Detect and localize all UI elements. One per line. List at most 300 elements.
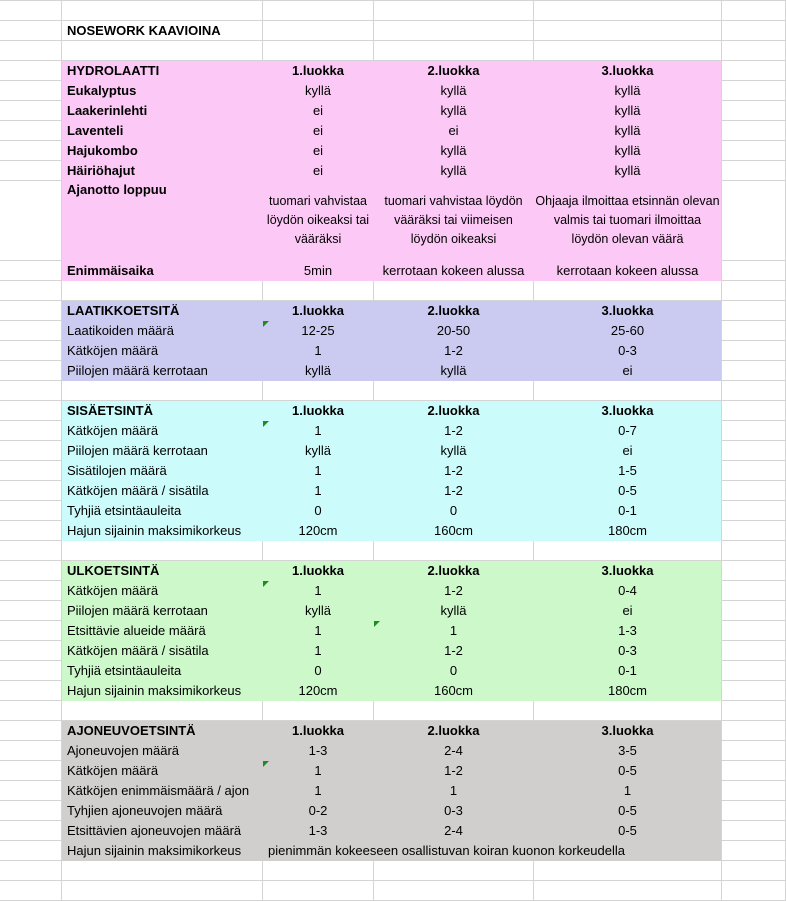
grid-cell[interactable]	[0, 541, 62, 561]
grid-cell[interactable]	[263, 541, 374, 561]
sheet-row	[0, 161, 786, 181]
value-cell[interactable]	[263, 821, 374, 841]
row-label-cell[interactable]	[62, 441, 263, 461]
row-label: Hajukombo	[67, 143, 138, 158]
grid-cell[interactable]	[0, 381, 62, 401]
row-label: Hajun sijainin maksimikorkeus	[67, 523, 242, 538]
value-cell[interactable]	[374, 741, 534, 761]
cell-value: ei	[622, 443, 633, 458]
class-header-cell[interactable]	[534, 721, 722, 741]
cell-value: 1-3	[308, 823, 328, 838]
value-cell[interactable]	[534, 481, 722, 501]
grid-cell[interactable]	[722, 101, 786, 121]
value-cell[interactable]	[374, 761, 534, 781]
cell-value: kyllä	[304, 83, 331, 98]
grid-cell[interactable]	[62, 281, 263, 301]
class-header-cell[interactable]	[534, 561, 722, 581]
section-title-cell[interactable]	[62, 401, 263, 421]
class-header-label: 1.luokka	[291, 723, 345, 738]
class-header-cell[interactable]	[263, 61, 374, 81]
grid-cell[interactable]	[722, 741, 786, 761]
value-cell[interactable]	[263, 501, 374, 521]
grid-cell[interactable]	[722, 341, 786, 361]
value-cell[interactable]	[534, 521, 722, 541]
sheet-row	[0, 861, 786, 881]
grid-cell[interactable]	[0, 141, 62, 161]
grid-cell[interactable]	[0, 801, 62, 821]
grid-cell[interactable]	[722, 401, 786, 421]
grid-cell[interactable]	[722, 661, 786, 681]
value-cell[interactable]	[263, 601, 374, 621]
value-cell[interactable]	[374, 141, 534, 161]
grid-cell[interactable]	[263, 881, 374, 901]
row-label-cell[interactable]	[62, 461, 263, 481]
grid-cell[interactable]	[62, 881, 263, 901]
grid-cell[interactable]	[62, 41, 263, 61]
grid-cell[interactable]	[0, 721, 62, 741]
value-cell[interactable]	[263, 141, 374, 161]
grid-cell[interactable]	[0, 581, 62, 601]
cell-value: kyllä	[614, 163, 641, 178]
grid-cell[interactable]	[722, 881, 786, 901]
value-cell[interactable]	[263, 761, 374, 781]
grid-cell[interactable]	[62, 861, 263, 881]
value-cell[interactable]	[263, 521, 374, 541]
grid-cell[interactable]	[0, 41, 62, 61]
grid-cell[interactable]	[534, 1, 722, 21]
row-label-cell[interactable]	[62, 681, 263, 701]
value-cell[interactable]	[374, 681, 534, 701]
value-cell[interactable]	[534, 781, 722, 801]
cell-value: 120cm	[298, 683, 338, 698]
grid-cell[interactable]	[0, 561, 62, 581]
row-label-cell[interactable]	[62, 501, 263, 521]
grid-cell[interactable]	[0, 281, 62, 301]
grid-cell[interactable]	[62, 1, 263, 21]
row-label-cell[interactable]	[62, 161, 263, 181]
value-cell[interactable]	[374, 641, 534, 661]
grid-cell[interactable]	[374, 1, 534, 21]
grid-cell[interactable]	[0, 501, 62, 521]
grid-cell[interactable]	[263, 281, 374, 301]
class-header-cell[interactable]	[374, 721, 534, 741]
row-label: Hajun sijainin maksimikorkeus	[67, 683, 242, 698]
grid-cell[interactable]	[722, 81, 786, 101]
grid-cell[interactable]	[0, 61, 62, 81]
grid-cell[interactable]	[722, 41, 786, 61]
grid-cell[interactable]	[722, 461, 786, 481]
grid-cell[interactable]	[722, 421, 786, 441]
class-header-cell[interactable]	[374, 61, 534, 81]
row-label-cell[interactable]	[62, 321, 263, 341]
grid-cell[interactable]	[722, 321, 786, 341]
grid-cell[interactable]	[0, 841, 62, 861]
value-cell[interactable]	[534, 181, 722, 261]
grid-cell[interactable]	[722, 641, 786, 661]
value-cell[interactable]	[374, 321, 534, 341]
grid-cell[interactable]	[374, 881, 534, 901]
row-label-cell[interactable]	[62, 781, 263, 801]
grid-cell[interactable]	[0, 661, 62, 681]
grid-cell[interactable]	[534, 881, 722, 901]
grid-cell[interactable]	[722, 801, 786, 821]
sheet-row	[0, 541, 786, 561]
grid-cell[interactable]	[0, 601, 62, 621]
row-label-cell[interactable]	[62, 761, 263, 781]
grid-cell[interactable]	[722, 781, 786, 801]
grid-cell[interactable]	[722, 621, 786, 641]
class-header-cell[interactable]	[374, 301, 534, 321]
value-cell[interactable]	[534, 321, 722, 341]
sheet-row	[0, 121, 786, 141]
grid-cell[interactable]	[0, 881, 62, 901]
value-cell[interactable]	[534, 121, 722, 141]
row-label-cell[interactable]	[62, 481, 263, 501]
value-cell[interactable]	[263, 121, 374, 141]
row-label: Piilojen määrä kerrotaan	[67, 443, 208, 458]
span-value-cell[interactable]	[263, 841, 722, 861]
cell-value: 0	[449, 663, 458, 678]
grid-cell[interactable]	[263, 21, 374, 41]
grid-cell[interactable]	[534, 281, 722, 301]
grid-cell[interactable]	[722, 161, 786, 181]
row-label: Etsittävien ajoneuvojen määrä	[67, 823, 242, 838]
grid-cell[interactable]	[0, 261, 62, 281]
row-label: Tyhjien ajoneuvojen määrä	[67, 803, 223, 818]
value-cell[interactable]	[263, 341, 374, 361]
class-header-cell[interactable]	[374, 401, 534, 421]
grid-cell[interactable]	[722, 61, 786, 81]
row-label-cell[interactable]	[62, 361, 263, 381]
value-cell[interactable]	[534, 421, 722, 441]
grid-cell[interactable]	[62, 381, 263, 401]
cell-value: 3-5	[618, 743, 637, 758]
cell-value: 0-5	[618, 823, 637, 838]
grid-cell[interactable]	[0, 1, 62, 21]
row-label-cell[interactable]	[62, 821, 263, 841]
value-cell[interactable]	[534, 141, 722, 161]
grid-cell[interactable]	[374, 701, 534, 721]
class-header-label: 1.luokka	[291, 63, 345, 78]
value-cell[interactable]	[374, 441, 534, 461]
row-label-cell[interactable]	[62, 621, 263, 641]
value-cell[interactable]	[534, 801, 722, 821]
section-title-cell[interactable]	[62, 721, 263, 741]
cell-value: 0-1	[618, 663, 637, 678]
value-cell[interactable]	[534, 681, 722, 701]
grid-cell[interactable]	[534, 381, 722, 401]
section-title-cell[interactable]	[62, 561, 263, 581]
grid-cell[interactable]	[263, 1, 374, 21]
grid-cell[interactable]	[722, 701, 786, 721]
class-header-cell[interactable]	[263, 301, 374, 321]
value-cell[interactable]	[374, 661, 534, 681]
value-cell[interactable]	[534, 101, 722, 121]
grid-cell[interactable]	[722, 21, 786, 41]
grid-cell[interactable]	[722, 501, 786, 521]
value-cell[interactable]	[374, 481, 534, 501]
value-cell[interactable]	[534, 261, 722, 281]
value-cell[interactable]	[374, 581, 534, 601]
row-label-cell[interactable]	[62, 521, 263, 541]
row-label-cell[interactable]	[62, 181, 263, 261]
class-header-cell[interactable]	[263, 721, 374, 741]
row-label: Laatikoiden määrä	[67, 323, 174, 338]
value-cell[interactable]	[534, 761, 722, 781]
value-cell[interactable]	[374, 81, 534, 101]
grid-cell[interactable]	[0, 181, 62, 261]
grid-cell[interactable]	[722, 441, 786, 461]
value-cell[interactable]	[263, 621, 374, 641]
value-cell[interactable]	[263, 421, 374, 441]
sheet-row	[0, 621, 786, 641]
row-label-cell[interactable]	[62, 801, 263, 821]
value-cell[interactable]	[374, 461, 534, 481]
row-label-cell[interactable]	[62, 121, 263, 141]
row-label-cell[interactable]	[62, 601, 263, 621]
value-cell[interactable]	[534, 741, 722, 761]
grid-cell[interactable]	[0, 701, 62, 721]
value-cell[interactable]	[263, 361, 374, 381]
section-title: AJONEUVOETSINTÄ	[67, 723, 196, 738]
grid-cell[interactable]	[0, 621, 62, 641]
grid-cell[interactable]	[374, 541, 534, 561]
value-cell[interactable]	[263, 461, 374, 481]
row-label-cell[interactable]	[62, 341, 263, 361]
class-header-cell[interactable]	[534, 61, 722, 81]
value-cell[interactable]	[534, 341, 722, 361]
cell-value: kyllä	[440, 603, 467, 618]
value-cell[interactable]	[534, 161, 722, 181]
grid-cell[interactable]	[0, 441, 62, 461]
row-label-cell[interactable]	[62, 101, 263, 121]
grid-cell[interactable]	[722, 1, 786, 21]
class-header-label: 1.luokka	[291, 563, 345, 578]
grid-cell[interactable]	[0, 481, 62, 501]
value-cell[interactable]	[534, 81, 722, 101]
sheet-row	[0, 581, 786, 601]
grid-cell[interactable]	[0, 641, 62, 661]
grid-cell[interactable]	[263, 41, 374, 61]
row-label-cell[interactable]	[62, 141, 263, 161]
value-cell[interactable]	[534, 661, 722, 681]
class-header-cell[interactable]	[534, 401, 722, 421]
value-cell[interactable]	[534, 641, 722, 661]
value-cell[interactable]	[263, 161, 374, 181]
cell-value: 1	[314, 783, 322, 798]
cell-value: 1	[314, 423, 322, 438]
cell-value: 1	[314, 483, 322, 498]
span-value: pienimmän kokeeseen osallistuvan koiran kuonon korkeudella	[268, 843, 625, 858]
grid-cell[interactable]	[722, 721, 786, 741]
grid-cell[interactable]	[722, 181, 786, 261]
class-header-label: 1.luokka	[291, 403, 345, 418]
value-cell[interactable]	[263, 641, 374, 661]
cell-value: ei	[312, 143, 324, 158]
class-header-cell[interactable]	[534, 301, 722, 321]
grid-cell[interactable]	[0, 121, 62, 141]
grid-cell[interactable]	[722, 481, 786, 501]
grid-cell[interactable]	[722, 861, 786, 881]
value-cell[interactable]	[263, 781, 374, 801]
grid-cell[interactable]	[62, 701, 263, 721]
value-cell[interactable]	[374, 181, 534, 261]
grid-cell[interactable]	[0, 741, 62, 761]
value-cell[interactable]	[374, 101, 534, 121]
row-label-cell[interactable]	[62, 261, 263, 281]
cell-value: 1-5	[618, 463, 637, 478]
grid-cell[interactable]	[0, 301, 62, 321]
grid-cell[interactable]	[0, 321, 62, 341]
grid-cell[interactable]	[263, 381, 374, 401]
value-cell[interactable]	[263, 81, 374, 101]
grid-cell[interactable]	[0, 101, 62, 121]
value-cell[interactable]	[263, 581, 374, 601]
grid-cell[interactable]	[722, 281, 786, 301]
grid-cell[interactable]	[722, 381, 786, 401]
grid-cell[interactable]	[722, 301, 786, 321]
sheet-row	[0, 721, 786, 741]
grid-cell[interactable]	[0, 781, 62, 801]
value-cell[interactable]	[534, 581, 722, 601]
value-cell[interactable]	[263, 801, 374, 821]
grid-cell[interactable]	[722, 821, 786, 841]
grid-cell[interactable]	[722, 761, 786, 781]
grid-cell[interactable]	[722, 841, 786, 861]
value-cell[interactable]	[534, 441, 722, 461]
grid-cell[interactable]	[722, 521, 786, 541]
grid-cell[interactable]	[534, 701, 722, 721]
grid-cell[interactable]	[722, 581, 786, 601]
row-label: Hajun sijainin maksimikorkeus	[67, 843, 242, 858]
value-cell[interactable]	[263, 681, 374, 701]
value-cell[interactable]	[374, 521, 534, 541]
grid-cell[interactable]	[0, 421, 62, 441]
grid-cell[interactable]	[0, 861, 62, 881]
value-cell[interactable]	[534, 461, 722, 481]
value-cell[interactable]	[374, 621, 534, 641]
cell-value: kerrotaan kokeen alussa	[556, 263, 699, 278]
grid-cell[interactable]	[722, 361, 786, 381]
value-cell[interactable]	[263, 441, 374, 461]
value-cell[interactable]	[534, 821, 722, 841]
grid-cell[interactable]	[534, 861, 722, 881]
value-cell[interactable]	[263, 741, 374, 761]
grid-cell[interactable]	[534, 21, 722, 41]
sheet-row	[0, 1, 786, 21]
grid-cell[interactable]	[0, 521, 62, 541]
grid-cell[interactable]	[0, 401, 62, 421]
grid-cell[interactable]	[62, 541, 263, 561]
value-cell[interactable]	[374, 421, 534, 441]
grid-cell[interactable]	[722, 261, 786, 281]
value-cell[interactable]	[374, 781, 534, 801]
grid-cell[interactable]	[374, 381, 534, 401]
sheet-row	[0, 481, 786, 501]
value-cell[interactable]	[263, 101, 374, 121]
row-label-cell[interactable]	[62, 641, 263, 661]
value-cell[interactable]	[374, 161, 534, 181]
cell-value: ei	[312, 163, 324, 178]
value-cell[interactable]	[374, 261, 534, 281]
grid-cell[interactable]	[722, 541, 786, 561]
value-cell[interactable]	[374, 501, 534, 521]
value-cell[interactable]	[374, 801, 534, 821]
value-cell[interactable]	[374, 361, 534, 381]
value-cell[interactable]	[374, 601, 534, 621]
grid-cell[interactable]	[722, 121, 786, 141]
row-label-cell[interactable]	[62, 421, 263, 441]
grid-cell[interactable]	[722, 601, 786, 621]
grid-cell[interactable]	[374, 21, 534, 41]
grid-cell[interactable]	[0, 361, 62, 381]
sheet-row	[0, 261, 786, 281]
grid-cell[interactable]	[0, 461, 62, 481]
grid-cell[interactable]	[0, 341, 62, 361]
value-cell[interactable]	[374, 121, 534, 141]
value-cell[interactable]	[263, 661, 374, 681]
grid-cell[interactable]	[722, 561, 786, 581]
grid-cell[interactable]	[263, 861, 374, 881]
value-cell[interactable]	[374, 821, 534, 841]
value-cell[interactable]	[263, 481, 374, 501]
grid-cell[interactable]	[0, 821, 62, 841]
cell-value: 25-60	[610, 323, 645, 338]
grid-cell[interactable]	[722, 141, 786, 161]
sheet-row	[0, 661, 786, 681]
grid-cell[interactable]	[0, 21, 62, 41]
class-header-label: 2.luokka	[427, 63, 480, 78]
sheet-row	[0, 781, 786, 801]
cell-value: kyllä	[304, 603, 331, 618]
value-cell[interactable]	[263, 321, 374, 341]
value-cell[interactable]	[534, 621, 722, 641]
grid-cell[interactable]	[263, 701, 374, 721]
row-label-cell[interactable]	[62, 841, 263, 861]
row-label-cell[interactable]	[62, 661, 263, 681]
section-title-cell[interactable]	[62, 61, 263, 81]
value-cell[interactable]	[263, 261, 374, 281]
grid-cell[interactable]	[534, 541, 722, 561]
sheet-title-cell[interactable]	[62, 21, 263, 41]
grid-cell[interactable]	[0, 681, 62, 701]
class-header-cell[interactable]	[263, 561, 374, 581]
grid-cell[interactable]	[374, 861, 534, 881]
grid-cell[interactable]	[0, 81, 62, 101]
row-label-cell[interactable]	[62, 741, 263, 761]
grid-cell[interactable]	[0, 161, 62, 181]
row-label: Kätköjen määrä / sisätila	[67, 643, 209, 658]
grid-cell[interactable]	[374, 41, 534, 61]
row-label-cell[interactable]	[62, 581, 263, 601]
sheet-row	[0, 61, 786, 81]
section-title-cell[interactable]	[62, 301, 263, 321]
grid-cell[interactable]	[0, 761, 62, 781]
sheet-row	[0, 361, 786, 381]
value-cell[interactable]	[534, 501, 722, 521]
grid-cell[interactable]	[534, 41, 722, 61]
class-header-cell[interactable]	[374, 561, 534, 581]
value-cell[interactable]	[374, 341, 534, 361]
value-cell[interactable]	[534, 601, 722, 621]
grid-cell[interactable]	[722, 681, 786, 701]
class-header-cell[interactable]	[263, 401, 374, 421]
value-cell[interactable]	[263, 181, 374, 261]
grid-cell[interactable]	[374, 281, 534, 301]
value-cell[interactable]	[534, 361, 722, 381]
row-label-cell[interactable]	[62, 81, 263, 101]
row-label: Eukalyptus	[67, 83, 137, 98]
